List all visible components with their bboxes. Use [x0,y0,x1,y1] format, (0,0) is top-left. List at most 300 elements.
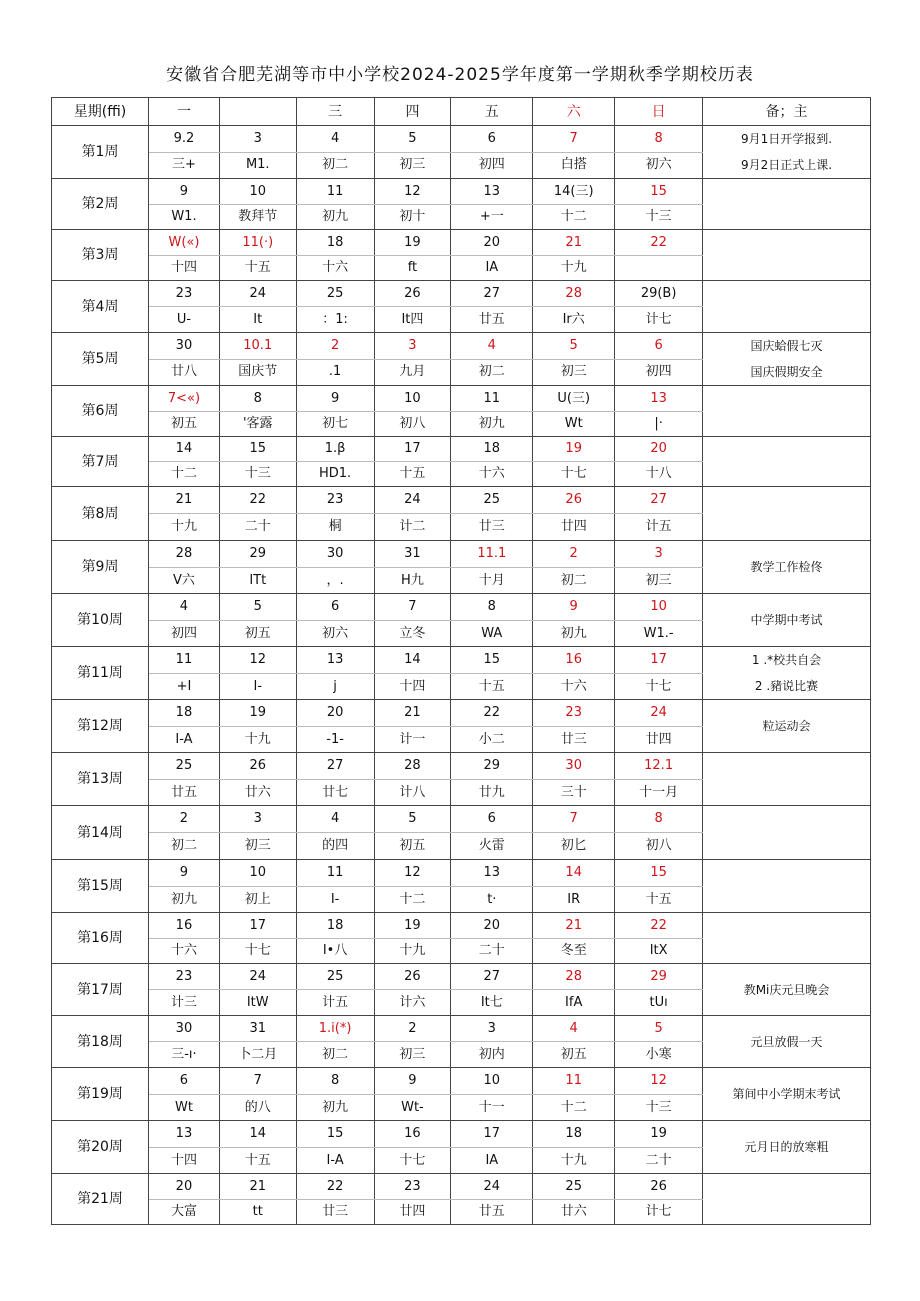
date-cell: 19 [615,1121,703,1148]
lunar-cell: M1. [219,152,296,179]
lunar-cell: 初三 [615,568,703,594]
week-label: 第6周 [52,386,149,437]
date-cell: 5 [374,126,451,153]
notes-cell [703,700,871,753]
lunar-cell: 初六 [296,621,374,647]
lunar-cell: 初三 [374,1042,451,1068]
lunar-cell: 初十 [374,205,451,230]
lunar-cell: Wt- [374,1095,451,1121]
lunar-cell: 计七 [615,1200,703,1225]
date-cell: 7 [219,1068,296,1095]
lunar-cell: 廿四 [533,514,615,541]
lunar-cell: HD1. [296,462,374,487]
week-row-dates [52,487,871,514]
week-label: 第9周 [52,541,149,594]
header-weekday: 星期(ffi) [52,98,149,126]
lunar-cell: 国庆节 [219,359,296,386]
lunar-cell: 立冬 [374,621,451,647]
lunar-cell: WA [451,621,533,647]
date-cell: 11 [451,386,533,412]
lunar-cell: 十五 [615,887,703,913]
date-cell: 15 [615,860,703,887]
lunar-cell: 十四 [149,1148,220,1174]
date-cell: 19 [374,913,451,939]
week-row-dates [52,126,871,153]
lunar-cell: 初五 [374,833,451,860]
week-row-dates [52,594,871,621]
date-cell: 3 [219,126,296,153]
date-cell: 23 [149,964,220,990]
date-cell: 4 [451,333,533,360]
lunar-cell: 小二 [451,727,533,753]
date-cell: 23 [374,1174,451,1200]
date-cell: 6 [296,594,374,621]
date-cell: 16 [374,1121,451,1148]
date-cell: 11 [296,860,374,887]
notes-cell [703,860,871,913]
date-cell: 1.β [296,437,374,462]
date-cell: 21 [149,487,220,514]
notes-cell [703,126,871,179]
lunar-cell: 白搭 [533,152,615,179]
lunar-cell: 十九 [219,727,296,753]
date-cell: 3 [615,541,703,568]
date-cell: 26 [219,753,296,780]
lunar-cell: I- [296,887,374,913]
header-wednesday: 三 [296,98,374,126]
lunar-cell: 初四 [615,359,703,386]
lunar-cell: tUı [615,990,703,1016]
lunar-cell: 计五 [296,990,374,1016]
week-row-dates [52,964,871,990]
lunar-cell: IA [451,1148,533,1174]
date-cell: 15 [219,437,296,462]
lunar-cell: 十七 [219,939,296,964]
lunar-cell: 十七 [374,1148,451,1174]
note-line: 粒运动会 [762,719,811,733]
week-row-dates [52,1121,871,1148]
date-cell: 13 [451,860,533,887]
date-cell: 9 [296,386,374,412]
header-tuesday [219,98,296,126]
date-cell: 24 [615,700,703,727]
note-line: 2 .豬说比赛 [754,679,819,693]
date-cell: 25 [149,753,220,780]
lunar-cell: 初四 [149,621,220,647]
lunar-cell: |· [615,412,703,437]
lunar-cell: +一 [451,205,533,230]
date-cell: 2 [149,806,220,833]
date-cell: 7 [533,126,615,153]
date-cell: 8 [615,126,703,153]
lunar-cell: 廿九 [451,780,533,806]
week-row-dates [52,806,871,833]
lunar-cell: W1.- [615,621,703,647]
date-cell: 21 [533,913,615,939]
date-cell: 4 [296,806,374,833]
lunar-cell: ft [374,256,451,281]
lunar-cell: 二十 [451,939,533,964]
header-notes: 备；主 [703,98,871,126]
lunar-cell: ，. [296,568,374,594]
date-cell: 12 [219,647,296,674]
lunar-cell: 廿五 [451,307,533,333]
date-cell: 9.2 [149,126,220,153]
date-cell: 6 [149,1068,220,1095]
notes-cell [703,594,871,647]
date-cell: 19 [533,437,615,462]
week-label: 第7周 [52,437,149,487]
lunar-cell: 计一 [374,727,451,753]
lunar-cell: 初三 [533,359,615,386]
date-cell: 22 [451,700,533,727]
week-row-dates [52,1016,871,1042]
lunar-cell: 小寒 [615,1042,703,1068]
week-label: 第13周 [52,753,149,806]
notes-cell [703,386,871,437]
date-cell: 18 [451,437,533,462]
lunar-cell: 冬至 [533,939,615,964]
date-cell: 23 [533,700,615,727]
date-cell: 10 [615,594,703,621]
note-line: 国庆蛤假七灭 [750,339,823,353]
lunar-cell: 初二 [451,359,533,386]
lunar-cell: 火雷 [451,833,533,860]
notes-cell [703,753,871,806]
date-cell: 11 [149,647,220,674]
week-label: 第14周 [52,806,149,860]
week-label: 第5周 [52,333,149,386]
date-cell: 26 [374,964,451,990]
lunar-cell: 的四 [296,833,374,860]
lunar-cell: 初上 [219,887,296,913]
header-thursday: 四 [374,98,451,126]
lunar-cell: 十七 [533,462,615,487]
date-cell: 27 [451,964,533,990]
date-cell: 8 [615,806,703,833]
notes-cell [703,230,871,281]
date-cell: 1.i(*) [296,1016,374,1042]
date-cell: 25 [296,964,374,990]
lunar-cell: ItW [219,990,296,1016]
notes-cell [703,487,871,541]
date-cell: 8 [296,1068,374,1095]
notes-cell [703,1121,871,1174]
lunar-cell: 十二 [533,205,615,230]
lunar-cell: 初二 [149,833,220,860]
date-cell: 30 [296,541,374,568]
lunar-cell: 二十 [615,1148,703,1174]
week-row-dates [52,1174,871,1200]
date-cell: 17 [374,437,451,462]
date-cell: 18 [296,913,374,939]
date-cell: 4 [296,126,374,153]
date-cell: 4 [533,1016,615,1042]
date-cell: 30 [149,333,220,360]
lunar-cell: V六 [149,568,220,594]
date-cell: 10 [219,179,296,205]
week-label: 第11周 [52,647,149,700]
date-cell: 20 [296,700,374,727]
lunar-cell: 三+ [149,152,220,179]
lunar-cell: ItX [615,939,703,964]
lunar-cell: It [219,307,296,333]
header-monday: 一 [149,98,220,126]
date-cell: 16 [533,647,615,674]
lunar-cell: 十九 [533,1148,615,1174]
week-row-dates [52,1068,871,1095]
date-cell: 5 [219,594,296,621]
lunar-cell: 初五 [533,1042,615,1068]
week-label: 第3周 [52,230,149,281]
week-row-dates [52,860,871,887]
week-label: 第12周 [52,700,149,753]
date-cell: 29 [451,753,533,780]
date-cell: 28 [533,964,615,990]
date-cell: 29 [219,541,296,568]
week-label: 第10周 [52,594,149,647]
header-saturday: 六 [533,98,615,126]
date-cell: 26 [374,281,451,307]
date-cell: 6 [615,333,703,360]
lunar-cell [615,256,703,281]
lunar-cell: Wt [149,1095,220,1121]
note-line: 国庆假期安全 [750,365,823,379]
date-cell: 31 [374,541,451,568]
note-line: 教学工作检佟 [750,560,823,574]
date-cell: 10 [219,860,296,887]
date-cell: 14(三) [533,179,615,205]
lunar-cell: 廿四 [615,727,703,753]
date-cell: 3 [374,333,451,360]
lunar-cell: 十五 [219,1148,296,1174]
date-cell: 20 [149,1174,220,1200]
notes-cell [703,179,871,230]
lunar-cell: 的八 [219,1095,296,1121]
date-cell: 6 [451,806,533,833]
date-cell: 19 [374,230,451,256]
date-cell: 13 [615,386,703,412]
lunar-cell: 计五 [615,514,703,541]
note-line: 9月2日正式上课. [741,158,833,172]
lunar-cell: 十一 [451,1095,533,1121]
date-cell: 22 [219,487,296,514]
date-cell: 15 [615,179,703,205]
week-row-dates [52,541,871,568]
date-cell: 21 [533,230,615,256]
week-label: 第17周 [52,964,149,1016]
lunar-cell: 桐 [296,514,374,541]
date-cell: 14 [533,860,615,887]
date-cell: 11(·) [219,230,296,256]
date-cell: 21 [374,700,451,727]
note-line: 第间中小学期末考试 [732,1087,841,1101]
date-cell: 10 [374,386,451,412]
lunar-cell: j [296,674,374,700]
week-row-dates [52,386,871,412]
header-row [52,98,871,126]
note-line: 教Mi庆元旦晚会 [743,982,830,997]
lunar-cell: 初匕 [533,833,615,860]
date-cell: 18 [533,1121,615,1148]
lunar-cell: 十三 [615,1095,703,1121]
date-cell: 20 [451,913,533,939]
lunar-cell: 十九 [533,256,615,281]
date-cell: 9 [533,594,615,621]
lunar-cell: 初八 [374,412,451,437]
page-title: 安徽省合肥芜湖等市中小学校2024-2025学年度第一学期秋季学期校历表 [166,65,754,85]
notes-cell [703,541,871,594]
lunar-cell: It四 [374,307,451,333]
lunar-cell: 计二 [374,514,451,541]
header-friday: 五 [451,98,533,126]
date-cell: 20 [615,437,703,462]
lunar-cell: '客露 [219,412,296,437]
lunar-cell: W1. [149,205,220,230]
week-label: 第16周 [52,913,149,964]
lunar-cell: 廿三 [296,1200,374,1225]
lunar-cell: 计七 [615,307,703,333]
date-cell: 22 [615,230,703,256]
date-cell: 31 [219,1016,296,1042]
lunar-cell: U- [149,307,220,333]
date-cell: 30 [149,1016,220,1042]
date-cell: 9 [149,860,220,887]
lunar-cell: 十三 [615,205,703,230]
notes-cell [703,333,871,386]
lunar-cell: I-A [296,1148,374,1174]
date-cell: W(«) [149,230,220,256]
lunar-cell: 九月 [374,359,451,386]
lunar-cell: 十五 [374,462,451,487]
date-cell: 26 [615,1174,703,1200]
lunar-cell: 初二 [533,568,615,594]
lunar-cell: .1 [296,359,374,386]
lunar-cell: 十八 [615,462,703,487]
lunar-cell: 卜二月 [219,1042,296,1068]
lunar-cell: 十五 [451,674,533,700]
notes-cell [703,806,871,860]
lunar-cell: 初九 [451,412,533,437]
school-calendar-table [51,97,871,1225]
lunar-cell: 初五 [219,621,296,647]
lunar-cell: 十七 [615,674,703,700]
date-cell: 27 [296,753,374,780]
lunar-cell: IA [451,256,533,281]
lunar-cell: 廿五 [149,780,220,806]
date-cell: 5 [615,1016,703,1042]
lunar-cell: t· [451,887,533,913]
week-label: 第1周 [52,126,149,179]
date-cell: 11 [533,1068,615,1095]
date-cell: 2 [374,1016,451,1042]
lunar-cell: 廿四 [374,1200,451,1225]
date-cell: 24 [374,487,451,514]
lunar-cell: 十六 [451,462,533,487]
date-cell: U(三) [533,386,615,412]
lunar-cell: IR [533,887,615,913]
date-cell: 30 [533,753,615,780]
date-cell: 5 [533,333,615,360]
date-cell: 2 [533,541,615,568]
week-label: 第18周 [52,1016,149,1068]
lunar-cell: 大富 [149,1200,220,1225]
lunar-cell: 十九 [149,514,220,541]
lunar-cell: 十六 [533,674,615,700]
date-cell: 22 [296,1174,374,1200]
notes-cell [703,281,871,333]
notes-cell [703,437,871,487]
lunar-cell: tt [219,1200,296,1225]
date-cell: 11.1 [451,541,533,568]
week-row-dates [52,437,871,462]
date-cell: 11 [296,179,374,205]
lunar-cell: 十月 [451,568,533,594]
date-cell: 12 [374,179,451,205]
lunar-cell: 初九 [296,205,374,230]
lunar-cell: I- [219,674,296,700]
week-row-dates [52,700,871,727]
lunar-cell: 计三 [149,990,220,1016]
lunar-cell: I-A [149,727,220,753]
date-cell: 14 [149,437,220,462]
date-cell: 14 [219,1121,296,1148]
date-cell: 21 [219,1174,296,1200]
lunar-cell: 初九 [149,887,220,913]
date-cell: 15 [451,647,533,674]
date-cell: 24 [451,1174,533,1200]
lunar-cell: 十六 [296,256,374,281]
lunar-cell: 计六 [374,990,451,1016]
week-label: 第19周 [52,1068,149,1121]
lunar-cell: 十二 [374,887,451,913]
notes-cell [703,1016,871,1068]
date-cell: 23 [296,487,374,514]
week-label: 第2周 [52,179,149,230]
note-line: 元旦放假一天 [750,1034,823,1049]
week-label: 第15周 [52,860,149,913]
week-label: 第20周 [52,1121,149,1174]
date-cell: 17 [451,1121,533,1148]
note-line: 元月日的放寒粗 [744,1140,829,1154]
lunar-cell: 初八 [615,833,703,860]
date-cell: 7 [533,806,615,833]
notes-cell [703,964,871,1016]
date-cell: 7<«) [149,386,220,412]
lunar-cell: Wt [533,412,615,437]
date-cell: 9 [374,1068,451,1095]
header-sunday: 日 [615,98,703,126]
date-cell: 2 [296,333,374,360]
lunar-cell: 初二 [296,152,374,179]
date-cell: 4 [149,594,220,621]
date-cell: 3 [451,1016,533,1042]
week-row-dates [52,913,871,939]
lunar-cell: 廿七 [296,780,374,806]
week-row-dates [52,647,871,674]
date-cell: 17 [615,647,703,674]
lunar-cell: 二十 [219,514,296,541]
lunar-cell: 初二 [296,1042,374,1068]
date-cell: 13 [149,1121,220,1148]
week-row-dates [52,230,871,256]
lunar-cell: 廿三 [533,727,615,753]
date-cell: 25 [533,1174,615,1200]
lunar-cell: 初九 [296,1095,374,1121]
week-label: 第4周 [52,281,149,333]
date-cell: 24 [219,281,296,307]
date-cell: 18 [149,700,220,727]
